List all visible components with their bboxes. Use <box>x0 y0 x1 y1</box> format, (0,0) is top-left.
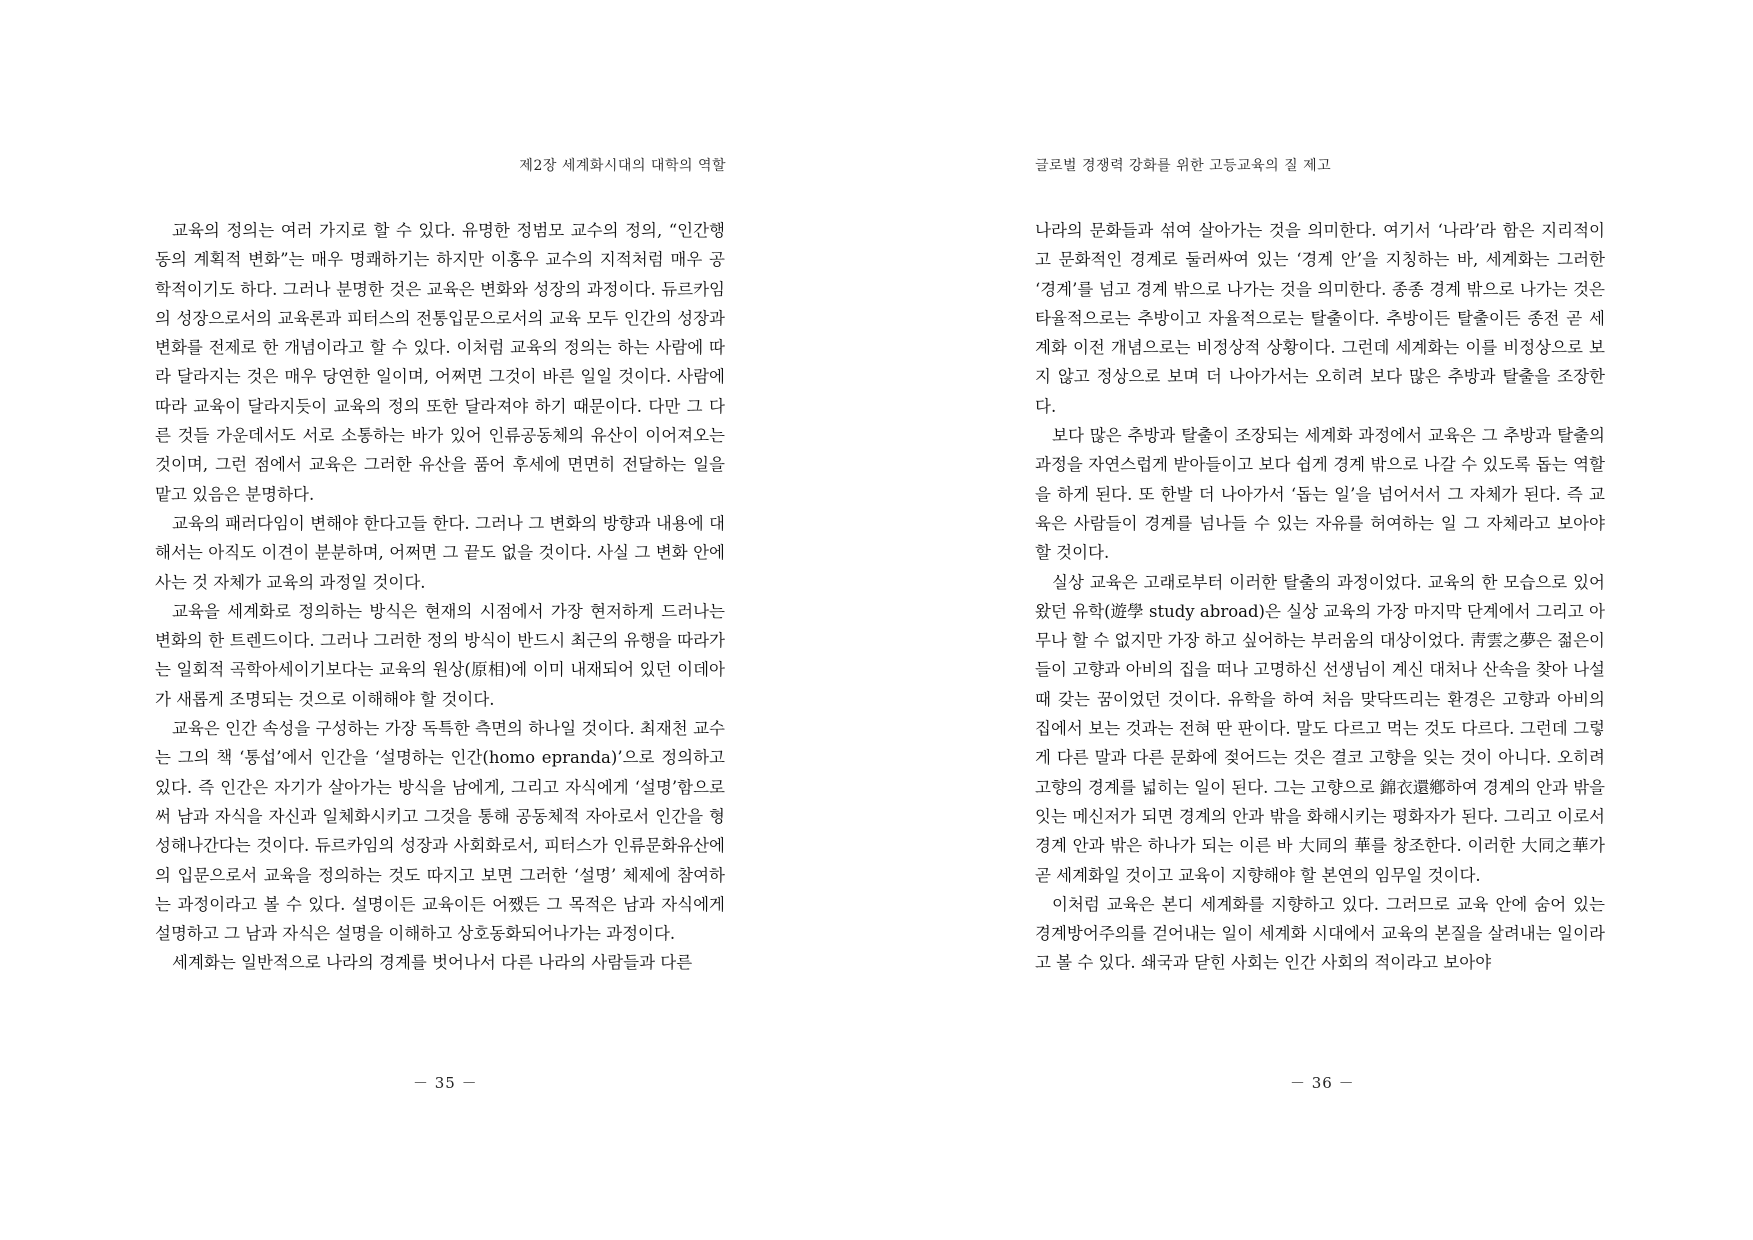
paragraph-continuation: 나라의 문화들과 섞여 살아가는 것을 의미한다. 여기서 ‘나라’라 함은 지리적이고 문화적인 경계로 둘러싸여 있는 ‘경계 안’을 지칭하는 바, 세계화는 그러한 ‘경계’를 넘고 경계 밖으로 나가는 것을 의미한다. 종종 경계 밖으로 나가는 것은 타율적으로는 추방이고 자율적으로는 탈출이다. 추방이든 탈출이든 종전 곧 세계화 이전 개념으로는 비정상적 상황이다. 그런데 세계화는 이를 비정상으로 보지 않고 정상으로 보며 더 나아가서는 오히려 보다 많은 추방과 탈출을 조장한다. <box>1035 221 1605 416</box>
paragraph: 실상 교육은 고래로부터 이러한 탈출의 과정이었다. 교육의 한 모습으로 있어 왔던 유학(遊學 study abroad)은 실상 교육의 가장 마지막 단계에서 그리고 아무나 할 수 없지만 가장 하고 싶어하는 부러움의 대상이었다. 靑雲之夢은 젊은이들이 고향과 아비의 집을 떠나 고명하신 선생님이 계신 대처나 산속을 찾아 나설 때 갖는 꿈이었던 것이다. 유학을 하여 처음 맞닥뜨리는 환경은 고향과 아비의 집에서 보는 것과는 전혀 딴 판이다. 말도 다르고 먹는 것도 다르다. 그런데 그렇게 다른 말과 다른 문화에 젖어드는 것은 결코 고향을 잊는 것이 아니다. 오히려 고향의 경계를 넓히는 일이 된다. 그는 고향으로 錦衣還鄕하여 경계의 안과 밖을 잇는 메신저가 되면 경계의 안과 밖을 화해시키는 평화자가 된다. 그리고 이로서 경계 안과 밖은 하나가 되는 이른 바 大同의 華를 창조한다. 이러한 大同之華가 곧 세계화일 것이고 교육이 지향해야 할 본연의 임무일 것이다. <box>1035 572 1605 885</box>
paragraph: 교육은 인간 속성을 구성하는 가장 독특한 측면의 하나일 것이다. 최재천 교수는 그의 책 ‘통섭’에서 인간을 ‘설명하는 인간(homo epranda)’으로 정의하고 있다. 즉 인간은 자기가 살아가는 방식을 남에게, 그리고 자식에게 ‘설명’함으로써 남과 자식을 자신과 일체화시키고 그것을 통해 공동체적 자아로서 인간을 형성해나간다는 것이다. 듀르카임의 성장과 사회화로서, 피터스가 인류문화유산에의 입문으로서 교육을 정의하는 것도 따지고 보면 그러한 ‘설명’ 체제에 참여하는 과정이라고 볼 수 있다. 설명이든 교육이든 어쨌든 그 목적은 남과 자식에게 설명하고 그 남과 자식은 설명을 이해하고 상호동화되어나가는 과정이다. <box>155 719 725 944</box>
right-page <box>877 0 1753 1240</box>
page-number: － 35 － <box>413 1074 478 1092</box>
left-page <box>0 0 876 1240</box>
paragraph: 보다 많은 추방과 탈출이 조장되는 세계화 과정에서 교육은 그 추방과 탈출의 과정을 자연스럽게 받아들이고 보다 쉽게 경계 밖으로 나갈 수 있도록 돕는 역할을 하게 된다. 또 한발 더 나아가서 ‘돕는 일’을 넘어서서 그 자체가 된다. 즉 교육은 사람들이 경계를 넘나들 수 있는 자유를 허여하는 일 그 자체라고 보아야 할 것이다. <box>1035 426 1605 563</box>
running-header: 제2장 세계화시대의 대학의 역할 <box>519 158 726 174</box>
paragraph: 교육을 세계화로 정의하는 방식은 현재의 시점에서 가장 현저하게 드러나는 변화의 한 트렌드이다. 그러나 그러한 정의 방식이 반드시 최근의 유행을 따라가는 일회적 곡학아세이기보다는 교육의 원상(原相)에 이미 내재되어 있던 이데아가 새롭게 조명되는 것으로 이해해야 할 것이다. <box>155 601 725 709</box>
body-text <box>155 216 725 978</box>
paragraph: 세계화는 일반적으로 나라의 경계를 벗어나서 다른 나라의 사람들과 다른 <box>172 953 693 973</box>
running-header: 글로벌 경쟁력 강화를 위한 고등교육의 질 제고 <box>1035 158 1332 174</box>
paragraph: 이처럼 교육은 본디 세계화를 지향하고 있다. 그러므로 교육 안에 숨어 있는 경계방어주의를 걷어내는 일이 세계화 시대에서 교육의 본질을 살려내는 일이라고 볼 수 있다. 쇄국과 닫힌 사회는 인간 사회의 적이라고 보아야 <box>1035 894 1605 973</box>
paragraph: 교육의 패러다임이 변해야 한다고들 한다. 그러나 그 변화의 방향과 내용에 대해서는 아직도 이견이 분분하며, 어쩌면 그 끝도 없을 것이다. 사실 그 변화 안에 사는 것 자체가 교육의 과정일 것이다. <box>155 513 725 592</box>
paragraph: 교육의 정의는 여러 가지로 할 수 있다. 유명한 정범모 교수의 정의, “인간행동의 계획적 변화”는 매우 명쾌하기는 하지만 이홍우 교수의 지적처럼 매우 공학적이기도 하다. 그러나 분명한 것은 교육은 변화와 성장의 과정이다. 듀르카임의 성장으로서의 교육론과 피터스의 전통입문으로서의 교육 모두 인간의 성장과 변화를 전제로 한 개념이라고 할 수 있다. 이처럼 교육의 정의는 하는 사람에 따라 달라지는 것은 매우 당연한 일이며, 어쩌면 그것이 바른 일일 것이다. 사람에 따라 교육이 달라지듯이 교육의 정의 또한 달라져야 하기 때문이다. 다만 그 다른 것들 가운데서도 서로 소통하는 바가 있어 인류공동체의 유산이 이어져오는 것이며, 그런 점에서 교육은 그러한 유산을 품어 후세에 면면히 전달하는 일을 맡고 있음은 분명하다. <box>155 221 725 504</box>
body-text <box>1035 216 1605 978</box>
page-number: － 36 － <box>1290 1074 1355 1092</box>
